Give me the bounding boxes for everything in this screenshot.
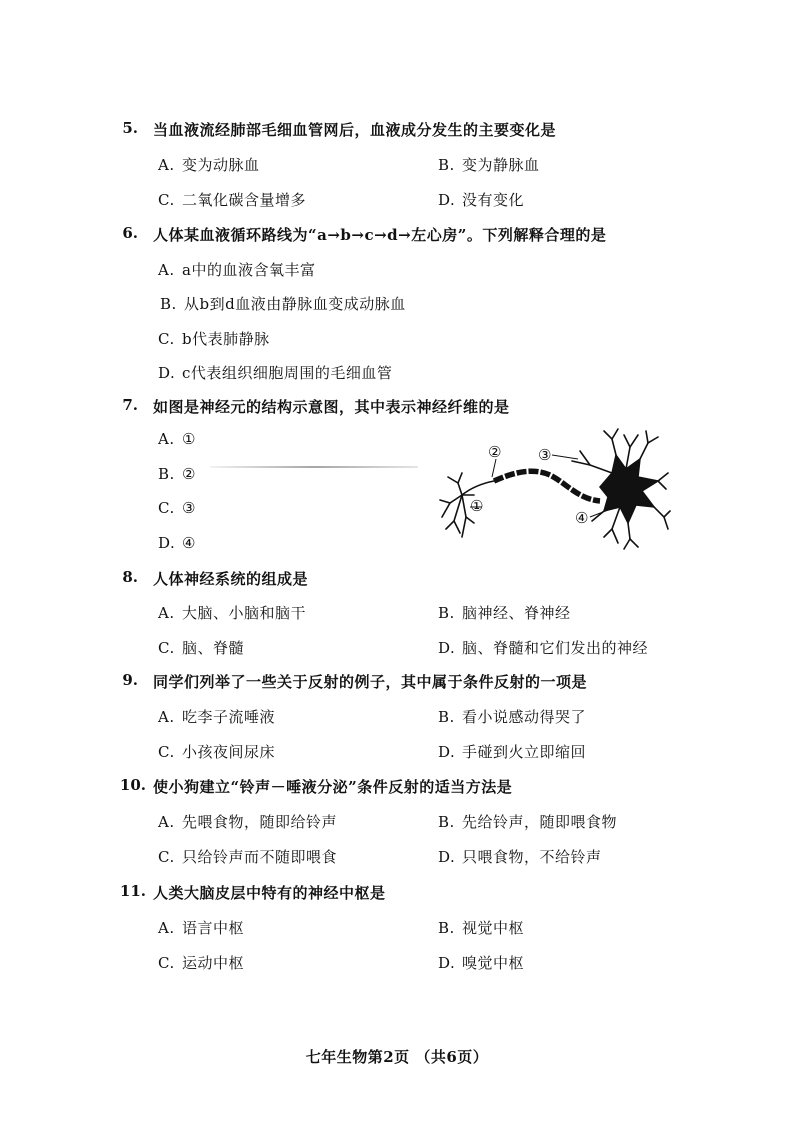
label-2	[488, 443, 501, 461]
option-b: B. 从b到d血液由静脉血变成动脉血	[160, 295, 406, 313]
option-a: A. 先喂食物，随即给铃声	[158, 813, 338, 831]
option-d: D. 脑、脊髓和它们发出的神经	[438, 639, 649, 657]
svg-text:④: ④	[575, 509, 589, 527]
question-stem: 同学们列举了一些关于反射的例子，其中属于条件反射的一项是	[153, 673, 588, 691]
option-d: D. 手碰到火立即缩回	[438, 743, 587, 761]
option-c: C. ③	[158, 499, 196, 517]
scan-artifact-line	[210, 466, 418, 468]
question-number: 7.	[122, 396, 138, 414]
label-1	[470, 497, 483, 515]
option-a: A. a中的血液含氧丰富	[158, 261, 316, 279]
option-b: B. 视觉中枢	[438, 919, 525, 937]
option-a: A. 语言中枢	[158, 919, 245, 937]
question-stem: 如图是神经元的结构示意图，其中表示神经纤维的是	[153, 398, 510, 416]
option-d: D. c代表组织细胞周围的毛细血管	[158, 364, 393, 382]
question-number: 5.	[122, 119, 138, 137]
page-footer: 七年生物第2页 （共6页）	[305, 1048, 489, 1066]
question-stem: 人体神经系统的组成是	[153, 570, 309, 588]
label-4	[575, 509, 588, 527]
option-a: A. ①	[158, 430, 196, 448]
svg-text:①: ①	[470, 497, 484, 515]
option-d: D. 嗅觉中枢	[438, 954, 525, 972]
option-c: C. 只给铃声而不随即喂食	[158, 848, 338, 866]
option-a: A. 大脑、小脑和脑干	[158, 604, 307, 622]
option-c: C. 小孩夜间尿床	[158, 743, 276, 761]
question-stem: 人体某血液循环路线为“a→b→c→d→左心房”。下列解释合理的是	[153, 226, 607, 244]
svg-text:③: ③	[538, 446, 552, 464]
option-c: C. 脑、脊髓	[158, 639, 245, 657]
option-a: A. 吃李子流唾液	[158, 708, 276, 726]
question-number: 11.	[119, 882, 146, 900]
option-c: C. 二氧化碳含量增多	[158, 191, 307, 209]
question-number: 9.	[122, 671, 138, 689]
question-stem: 人类大脑皮层中特有的神经中枢是	[153, 884, 386, 902]
option-a: A. 变为动脉血	[158, 156, 260, 174]
question-number: 8.	[122, 568, 138, 586]
neuron-diagram	[432, 425, 672, 555]
option-c: C. 运动中枢	[158, 954, 245, 972]
option-b: B. 脑神经、脊神经	[438, 604, 571, 622]
option-b: B. 先给铃声，随即喂食物	[438, 813, 618, 831]
question-stem: 当血液流经肺部毛细血管网后，血液成分发生的主要变化是	[153, 121, 557, 139]
question-number: 10.	[119, 776, 146, 794]
question-stem: 使小狗建立“铃声－唾液分泌”条件反射的适当方法是	[153, 778, 513, 796]
question-number: 6.	[122, 224, 138, 242]
option-b: B. ②	[158, 465, 196, 483]
option-b: B. 看小说感动得哭了	[438, 708, 587, 726]
option-c: C. b代表肺静脉	[158, 330, 270, 348]
option-d: D. 没有变化	[438, 191, 525, 209]
svg-text:②: ②	[488, 443, 502, 461]
label-3	[538, 446, 551, 464]
option-b: B. 变为静脉血	[438, 156, 540, 174]
option-d: D. ④	[158, 534, 196, 552]
option-d: D. 只喂食物，不给铃声	[438, 848, 602, 866]
